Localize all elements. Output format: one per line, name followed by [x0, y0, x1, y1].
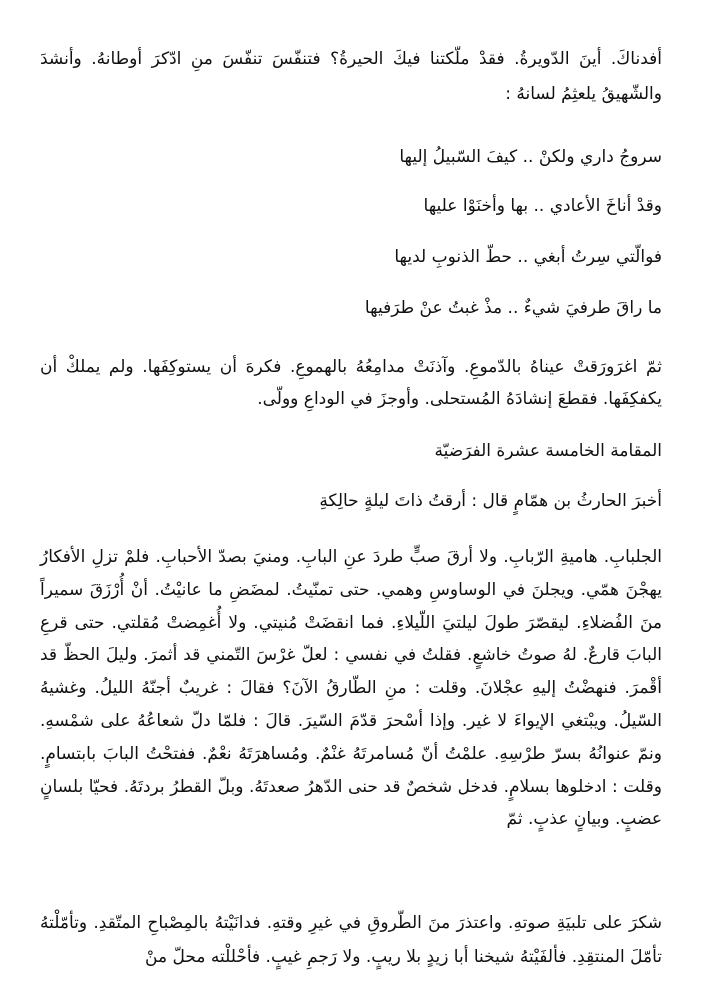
- after-verses-paragraph: ثمّ اغرَورَقتْ عيناهُ بالدّموعِ. وآذنَتْ مدامِعُهُ بالهموعِ. فكرهَ أن يستوكِفَها. ولم يملكْ أن يكفكِفَها. فقطعَ إنشادَهُ المُستحلى. وأوجزَ في الوداعِ وولّى.: [40, 357, 662, 409]
- document-page: [40, 0, 662, 1000]
- closing-paragraph: شكرَ على تلبيَةِ صوتهِ. واعتذرَ منَ الطّروقِ في غيرِ وقتهِ. فدانَيْتهُ بالمِصْباحِ المتّقدِ. وتأمّلْتهُ تأمّلَ المنتقِدِ. فألفَيْتهُ شيخنا أبا زيدٍ بلا ريبٍ. ولا رَجمِ غيبٍ. فأحْللْته محلّ منْ: [40, 913, 662, 967]
- verse-line-1: سروجُ داري ولكنْ .. كيفَ السّبيلُ إليها: [399, 147, 662, 167]
- verse-line-3: فوالّتي سِرتُ أبغي .. حطّ الذنوبِ لديها: [394, 247, 662, 267]
- intro-paragraph: أفدناكَ. أينَ الدّويرةُ. فقدْ ملّكتنا فيكَ الحيرةُ؟ فتنفّسَ تنفّسَ منِ ادّكرَ أوطانهُ. وأنشدَ والشّهيقُ يلعثِمُ لسانهُ :: [40, 49, 662, 104]
- narrator-line: أخبرَ الحارثُ بن همّامٍ قال : أرقتُ ذاتَ ليلةٍ حالِكةِ: [319, 491, 662, 511]
- verse-line-2: وقدْ أناخَ الأعادي .. بها وأخنَوْا عليها: [423, 196, 662, 216]
- main-paragraph: الجلبابِ. هاميةِ الرّبابِ. ولا أرقَ صبٍّ طردَ عنِ البابِ. ومنيَ بصدّ الأحبابِ. فلمْ تزلِ الأفكارُ يهجْنَ همّي. ويجلنَ في الوساوسِ وهمي. حتى تمنّيتُ. لمضَضِ ما عانيْتُ. أنْ أُرْزَقَ سميراً منَ الفُضلاءِ. ليقصّرَ طولَ ليلتيَ اللّيلاءِ. فما انقضَتْ مُنيتي. ولا أُغمِضتْ مُقلتي. حتى قرعِ البابَ قارعٌ. لهُ صوتُ خاشعٍ. فقلتُ في نفسي : لعلّ غرْسَ التّمني قد أثمرَ. وليلَ الحظّ قد أقْمرَ. فنهضْتُ إليهِ عجْلانَ. وقلت : منِ الطّارقُ الآنَ؟ فقالَ : غريبٌ أجنّهُ الليلُ. وغشيهُ السّيلُ. ويبْتغي الإيواءَ لا غير. وإذا أسْحرَ قدّمَ السّيرَ. قالَ : فلمّا دلّ شعاعُهُ على شمْسهِ. ونمّ عنوانُهُ بسرّ طرْسِهِ. علمْتُ أنّ مُسامرتَهُ غنْمٌ. ومُساهرَتَهُ نعْمٌ. ففتحْتُ البابَ بابتسامٍ. وقلت : ادخلوها بسلامٍ. فدخل شخصٌ قد حنى الدّهرُ صعدتَهُ. وبلّ القطرُ بردتَهُ. فحيّا بلسانٍ عضبٍ. وبيانٍ عذبٍ. ثمّ: [40, 547, 662, 830]
- verse-line-4: ما راقَ طرفيَ شيءٌ .. مذْ غبتُ عنْ طرَفيها: [364, 298, 662, 318]
- maqama-heading: المقامة الخامسة عشرة الفرَضيّة: [434, 441, 662, 461]
